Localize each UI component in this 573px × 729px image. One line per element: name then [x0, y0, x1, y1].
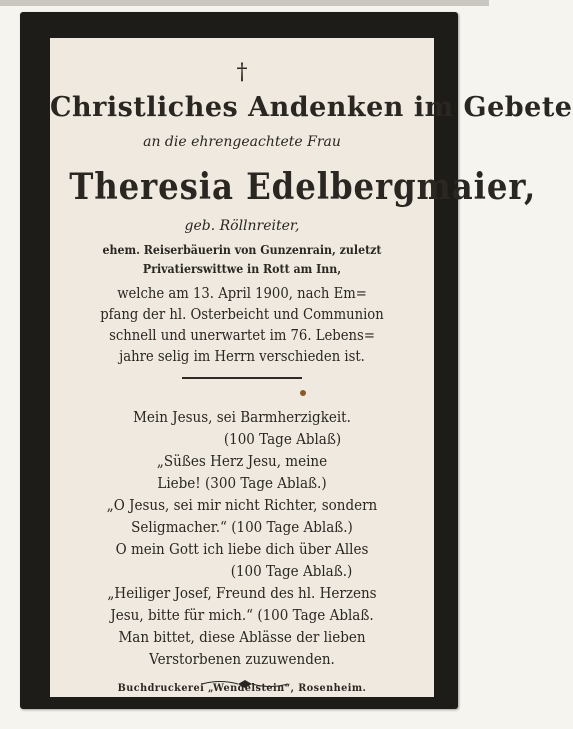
prayer-line-2: (100 Tage Ablaß): [223, 430, 342, 448]
occupation-line-2: Privatierswittwe in Rott am Inn,: [142, 261, 342, 276]
card-heading: Christliches Andenken im Gebete: [50, 92, 573, 123]
card-subheading: an die ehrengeachtete Frau: [143, 134, 341, 150]
body-line-2: pfang der hl. Osterbeicht und Communion: [100, 305, 384, 323]
prayer-line-5: „O Jesus, sei mir nicht Richter, sondern: [106, 496, 378, 514]
printer-imprint: Buchdruckerei „Wendelstein“, Rosenheim.: [117, 682, 367, 694]
prayer-line-1: Mein Jesus, sei Barmherzigkeit.: [133, 408, 351, 426]
body-line-4: jahre selig im Herrn verschieden ist.: [119, 347, 365, 365]
prayer-line-3: „Süßes Herz Jesu, meine: [156, 452, 328, 470]
memorial-card: [20, 12, 573, 709]
prayer-line-9: „Heiliger Josef, Freund des hl. Herzens: [107, 584, 377, 602]
divider-rule: [182, 377, 302, 379]
prayer-line-10: Jesu, bitte für mich.“ (100 Tage Ablaß.: [110, 606, 374, 624]
body-line-3: schnell und unerwartet im 76. Lebens=: [109, 326, 375, 344]
prayer-line-7: O mein Gott ich liebe dich über Alles: [115, 540, 369, 558]
prayer-line-8: (100 Tage Ablaß.): [230, 562, 353, 580]
body-line-1: welche am 13. April 1900, nach Em=: [117, 284, 367, 302]
prayer-line-4: Liebe! (300 Tage Ablaß.): [157, 474, 327, 492]
prayer-line-12: Verstorbenen zuzuwenden.: [149, 650, 335, 668]
cross-symbol: †: [236, 60, 248, 85]
prayer-line-6: Seligmacher.“ (100 Tage Ablaß.): [131, 518, 353, 536]
card-content: [50, 38, 573, 697]
scan-edge: [0, 0, 489, 6]
occupation-line-1: ehem. Reiserbäuerin von Gunzenrain, zuletzt: [102, 242, 382, 257]
ink-spot: [300, 390, 306, 396]
prayer-line-11: Man bittet, diese Ablässe der lieben: [118, 628, 366, 646]
deceased-name: Theresia Edelbergmaier,: [69, 166, 537, 208]
maiden-name: geb. Röllnreiter,: [184, 218, 300, 234]
